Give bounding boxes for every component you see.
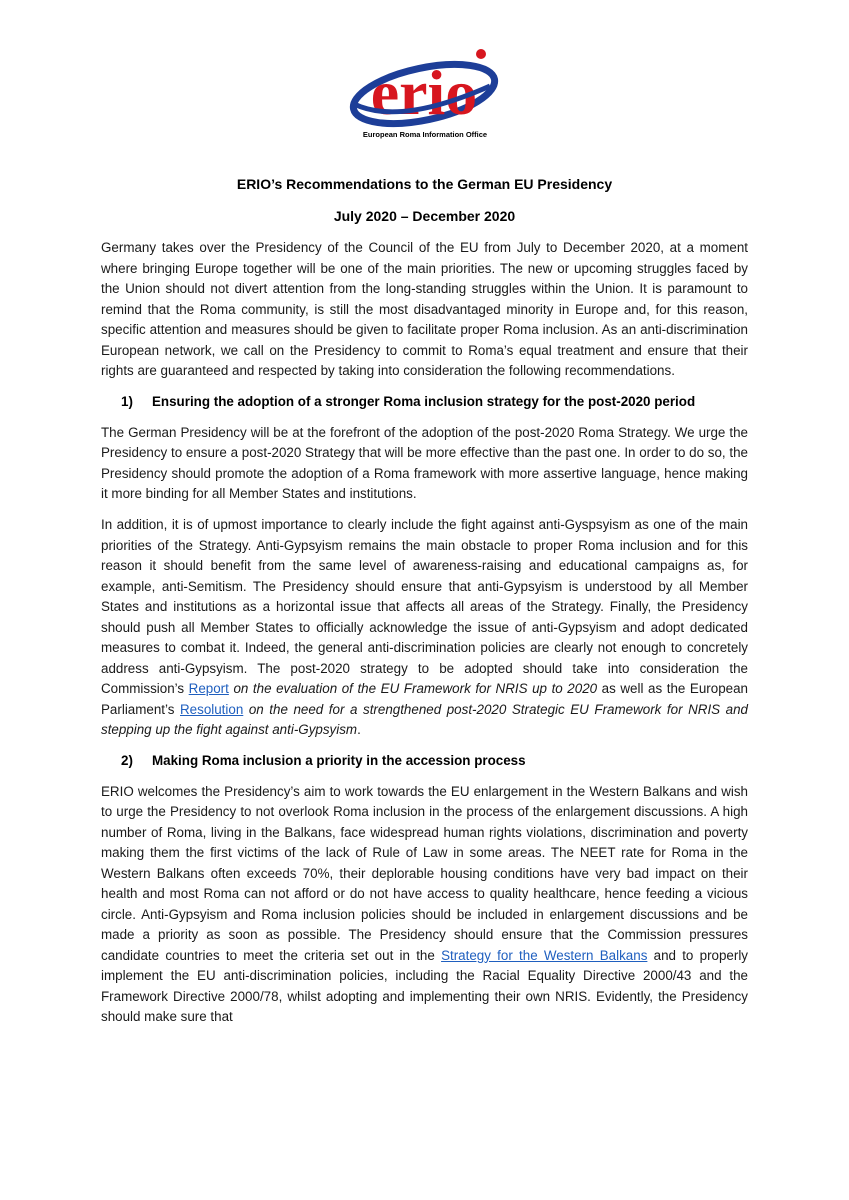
section-1-p2-end: . bbox=[357, 722, 361, 737]
section-2-title: Making Roma inclusion a priority in the accession process bbox=[152, 753, 526, 768]
resolution-link[interactable]: Resolution bbox=[180, 701, 244, 717]
section-1-paragraph-2 bbox=[101, 515, 748, 741]
logo-wordmark: erio bbox=[370, 57, 478, 128]
section-2-p1-text-b: and to properly implement the EU anti-discrimination policies, including the Racial Equality Directive 2000/43 and the Framework Directive 2000/78, whilst adopting and implementing their own NRIS. Evidently, the Presidency should make sure that bbox=[101, 947, 748, 1024]
erio-logo-graphic bbox=[340, 42, 510, 142]
western-balkans-strategy-link[interactable]: Strategy for the Western Balkans bbox=[441, 947, 648, 963]
section-2-heading bbox=[101, 751, 748, 772]
report-title: on the evaluation of the EU Framework for NRIS up to 2020 bbox=[228, 681, 598, 696]
section-2-p1-text-a: ERIO welcomes the Presidency’s aim to work towards the EU enlargement in the Western Balkans and wish to urge the Presidency to not overlook Roma inclusion in the process of the enlargement discussions. A high number of Roma, living in the Balkans, face widespread human rights violations, discrimination and poverty making them the first victims of the lack of Rule of Law in some areas. The NEET rate for Roma in the Western Balkans often exceeds 70%, their deplorable housing conditions have very bad impact on their health and most Roma can not afford or do not have access to quality healthcare, hence feeding a vicious circle. Anti-Gypsyism and Roma inclusion policies should be included in enlargement discussions and be made a priority as soon as possible. The Presidency should ensure that the Commission pressures candidate countries to meet the criteria set out in the bbox=[101, 783, 748, 963]
logo-dot bbox=[476, 49, 486, 59]
erio-logo bbox=[340, 42, 510, 142]
report-link[interactable]: Report bbox=[188, 681, 229, 696]
intro-paragraph: Germany takes over the Presidency of the Council of the EU from July to December 2020, at a moment where bringing Europe together will be one of the main priorities. The new or upcoming struggles faced by the Union should not divert attention from the long-standing struggles within the Union. It is paramount to remind that the Roma community, is still the most disadvantaged minority in Europe and, for this reason, specific attention and measures should be given to facilitate proper Roma inclusion. As an anti-discrimination European network, we call on the Presidency to commit to Roma’s equal treatment and ensure that their rights are guaranteed and respected by taking into consideration the following recommendations. bbox=[101, 240, 748, 378]
section-1-p2-text-b: as well as the European Parliament’s bbox=[101, 681, 748, 717]
document-title: ERIO’s Recommendations to the German EU Presidency bbox=[236, 176, 613, 192]
org-name: European Roma Information Office bbox=[362, 130, 488, 139]
document-body bbox=[101, 238, 748, 1038]
section-1-number: 1) bbox=[121, 394, 133, 409]
resolution-title: on the need for a strengthened post-2020 Strategic EU Framework for NRIS and stepping up the fight against anti-Gypsyism bbox=[101, 701, 748, 737]
section-2-paragraph-1 bbox=[101, 782, 748, 1028]
section-1-title: Ensuring the adoption of a stronger Roma inclusion strategy for the post-2020 period bbox=[152, 394, 696, 409]
section-1-p2-text-a: In addition, it is of upmost importance to clearly include the fight against anti-Gyspsyism as one of the main priorities of the Strategy. Anti-Gypsyism remains the main obstacle to proper Roma inclusion and for this reason it should benefit from the same level of awareness-raising and educational campaigns as, for example, anti-Semitism. The Presidency should ensure that anti-Gypsyism is understood by all Member States and institutions as a horizontal issue that affects all areas of the Strategy. Finally, the Presidency should push all Member States to officially acknowledge the issue of anti-Gypsyism and adopt dedicated measures to combat it. Indeed, the general anti-discrimination policies are clearly not enough to concretely address anti-Gypsyism. The post-2020 strategy to be adopted should take into consideration the Commission’s bbox=[101, 517, 748, 696]
section-2-number: 2) bbox=[121, 753, 133, 768]
document-subtitle: July 2020 – December 2020 bbox=[333, 208, 516, 224]
section-1-paragraph-1: The German Presidency will be at the forefront of the adoption of the post-2020 Roma Strategy. We urge the Presidency to ensure a post-2020 Strategy that will be more effective than the past one. In order to do so, the Presidency should promote the adoption of a Roma framework with more assertive language, hence making it more binding for all Member States and institutions. bbox=[101, 424, 748, 501]
section-1-heading bbox=[101, 392, 748, 413]
